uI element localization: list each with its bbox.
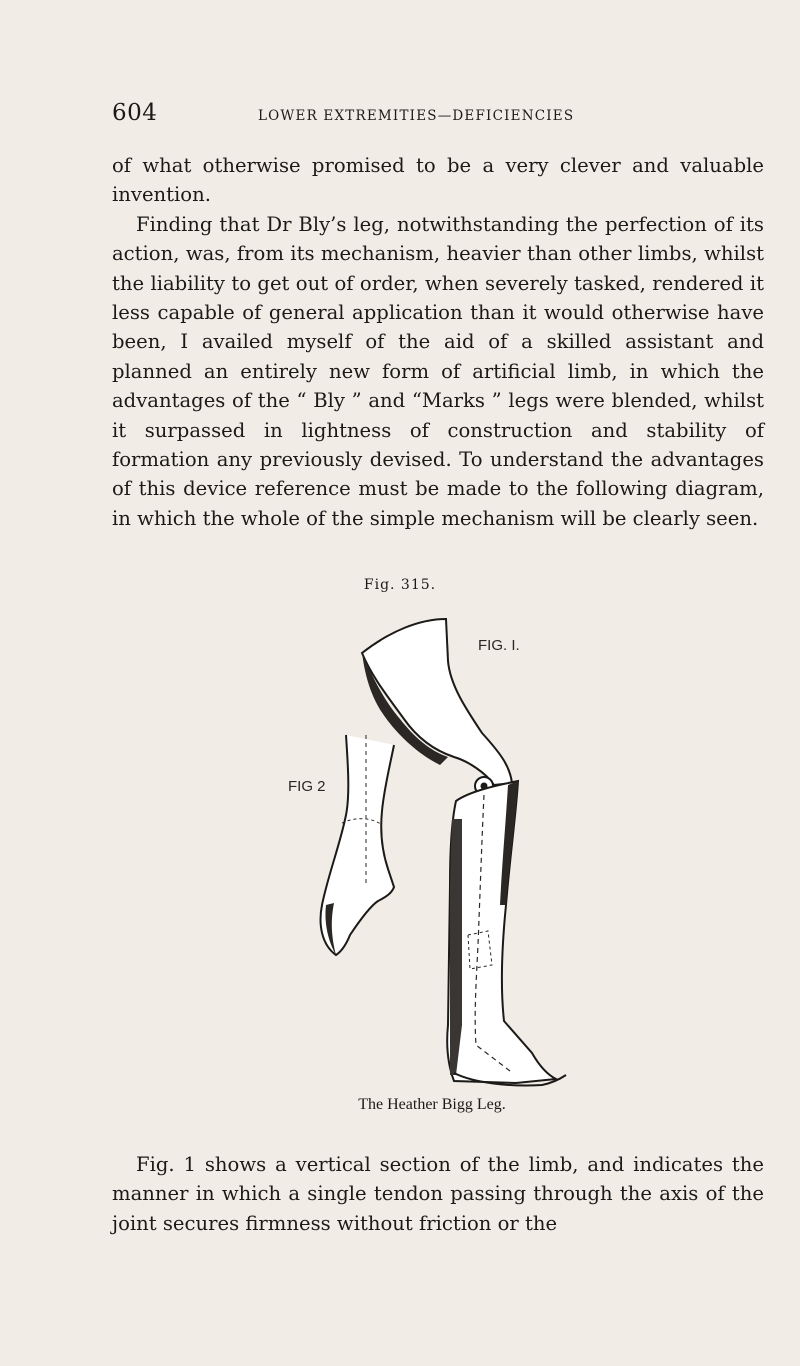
fig2-label: FIG 2 [288,778,326,795]
paragraph-fig1-description: Fig. 1 shows a vertical section of the limb, and indicates the manner in which a single tendon passing through the axis of the joint secures firmness without friction or the [112,1153,764,1235]
running-head: LOWER EXTREMITIES—DEFICIENCIES [258,108,575,124]
heather-bigg-leg-illustration [270,605,600,1105]
figure-caption: The Heather Bigg Leg. [358,1096,506,1113]
body-text-upper [112,151,764,533]
page-header [112,100,712,130]
shin-shading [450,819,462,1075]
shin-shell [447,781,556,1083]
paragraph-continuation: of what otherwise promised to be a very clever and valuable invention. [112,154,764,207]
figure-number: Fig. 315. [363,577,437,593]
page-number: 604 [112,100,158,126]
fig1-label: FIG. I. [478,637,520,654]
paragraph-bly-leg: Finding that Dr Bly’s leg, notwithstanding the perfection of its action, was, from its mechanism, heavier than other limbs, whilst the liability to get out of order, when severely tasked, rendered it less capable of general application than it would otherwise have been, I availed myself of the aid of a skilled assistant and planned an entirely new form of artificial limb, in which the advantages of the “ Bly ” and “Marks ” legs were blended, whilst it surpassed in lightness of construction and stability of formation any previously devised. To understand the advantages of this device reference must be made to the following diagram, in which the whole of the simple mechanism will be clearly seen. [112,212,764,530]
body-text-lower [112,1150,764,1238]
